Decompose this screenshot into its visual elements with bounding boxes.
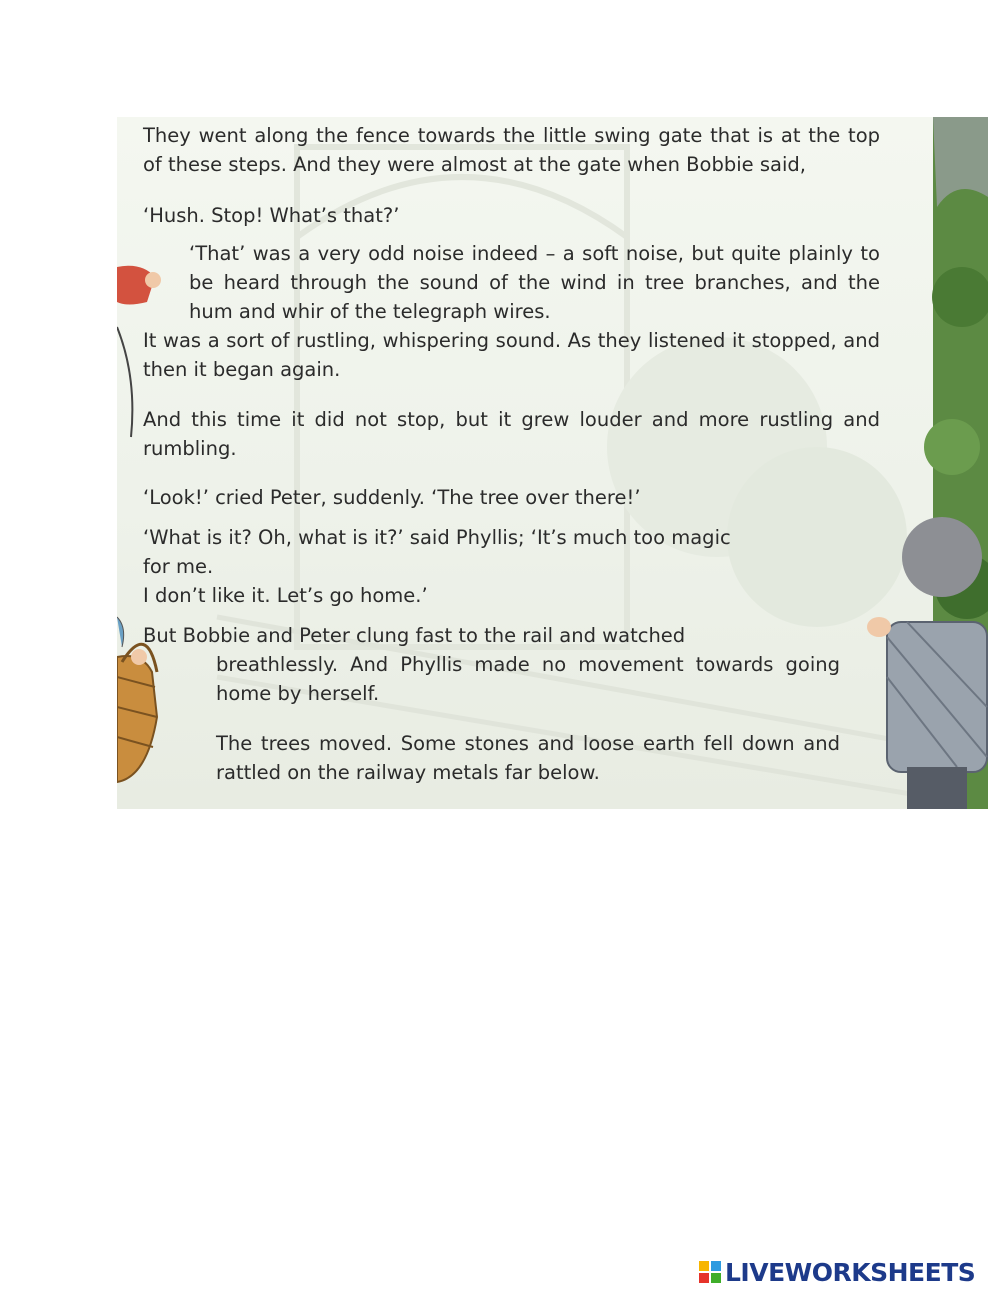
leaf-cluster-2 xyxy=(924,419,980,475)
paragraph-1: They went along the fence towards the little swing gate that is at the top of these steps. And they were almost at the gate when Bobbie said, xyxy=(143,124,880,176)
paragraph-3-rest: It was a sort of rustling, whispering sound. As they listened it stopped, and then it began again. xyxy=(143,329,880,381)
brand-name: LIVEWORKSHEETS xyxy=(725,1257,976,1287)
paragraph-7 xyxy=(143,621,840,708)
boy-cap xyxy=(902,517,982,597)
paragraph-3-indented: ‘That’ was a very odd noise indeed – a soft noise, but quite plainly to be heard through the sound of the wind in tree branches, and the hum and whir of the telegraph wires. xyxy=(189,242,880,323)
liveworksheets-brand xyxy=(698,1254,975,1290)
liveworksheets-logo-icon xyxy=(698,1260,722,1284)
paragraph-2: ‘Hush. Stop! What’s that?’ xyxy=(143,204,400,227)
boy-legs xyxy=(907,767,967,809)
paragraph-7-first: But Bobbie and Peter clung fast to the rail and watched xyxy=(143,624,686,647)
boy-hand xyxy=(867,617,891,637)
paragraph-6-line-1: ‘What is it? Oh, what is it?’ said Phyllis; ‘It’s much too magic for me. xyxy=(143,526,731,578)
girl-dress-outline xyxy=(117,327,132,437)
paragraph-8: The trees moved. Some stones and loose earth fell down and rattled on the railway metals far below. xyxy=(216,732,840,784)
paragraph-6 xyxy=(143,523,753,610)
faint-foliage-shape-2 xyxy=(727,447,907,627)
paragraph-3 xyxy=(143,239,880,384)
paragraph-5: ‘Look!’ cried Peter, suddenly. ‘The tree over there!’ xyxy=(143,486,641,509)
paragraph-6-line-2: I don’t like it. Let’s go home.’ xyxy=(143,584,428,607)
paragraph-7-rest: breathlessly. And Phyllis made no movement towards going home by herself. xyxy=(216,653,840,705)
phyllis-sleeve xyxy=(117,617,124,647)
story-illustration-panel xyxy=(117,117,988,809)
paragraph-4: And this time it did not stop, but it grew louder and more rustling and rumbling. xyxy=(143,408,880,460)
